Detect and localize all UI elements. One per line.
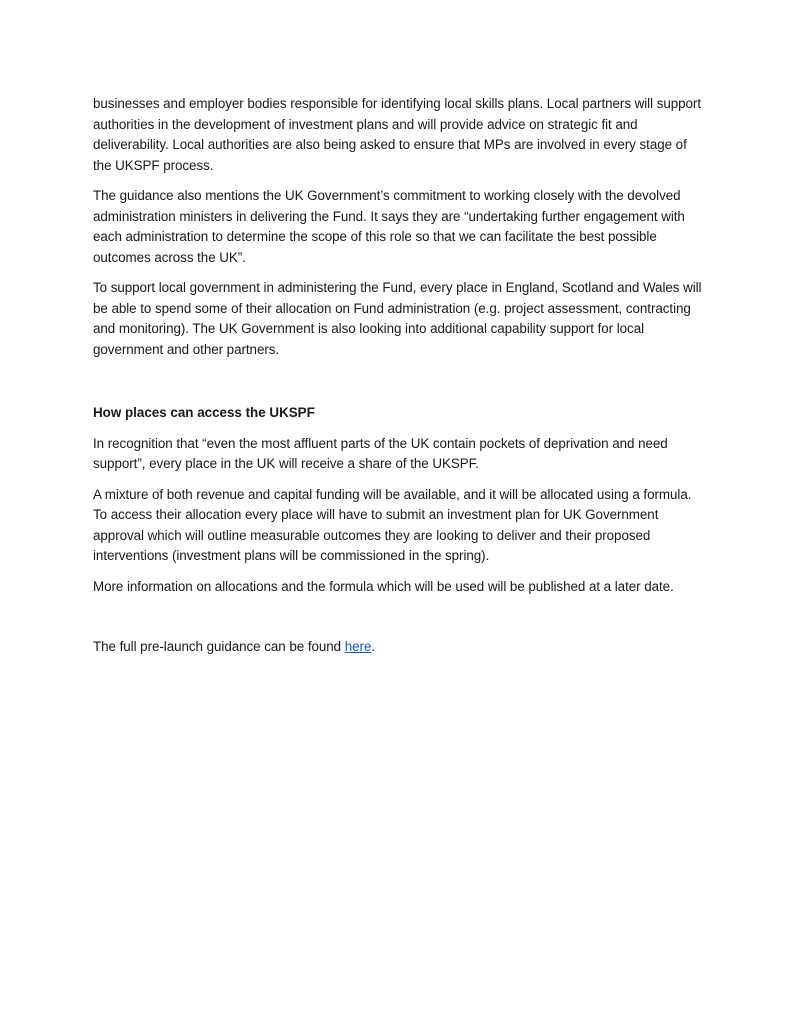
paragraph-more-information: More information on allocations and the formula which will be used will be published at a later date. — [93, 578, 674, 594]
paragraph-recognition: In recognition that “even the most affluent parts of the UK contain pockets of deprivation and need support”, every place in the UK will receive a share of the UKSPF. — [93, 435, 668, 471]
guidance-link-prefix: The full pre-launch guidance can be found — [93, 639, 345, 654]
guidance-link-line — [93, 637, 703, 658]
paragraph-fund-administration: To support local government in administering the Fund, every place in England, Scotland and Wales will be able to spend some of their allocation on Fund administration (e.g. project assessment, contracting and monitoring). The UK Government is also looking into additional capability support for local government and other partners. — [93, 280, 702, 357]
paragraph-devolved-administrations: The guidance also mentions the UK Government’s commitment to working closely with the devolved administration ministers in delivering the Fund. It says they are “undertaking further engagement with each administration to determine the scope of this role so that we can facilitate the best possible outcomes across the UK”. — [93, 188, 685, 265]
paragraph-funding-mixture: A mixture of both revenue and capital funding will be available, and it will be allocated using a formula. To access their allocation every place will have to submit an investment plan for UK Government approval which will outline measurable outcomes they are looking to deliver and their proposed interventions (investment plans will be commissioned in the spring). — [93, 486, 692, 563]
spacer — [93, 607, 703, 637]
guidance-here-link[interactable]: here — [344, 639, 372, 654]
section-heading: How places can access the UKSPF — [93, 405, 315, 420]
guidance-link-suffix: . — [371, 639, 376, 654]
paragraph-local-partners: businesses and employer bodies responsible for identifying local skills plans. Local partners will support authorities in the development of investment plans and will provide advice on strategic fit and deliverability. Local authorities are also being asked to ensure that MPs are involved in every stage of the UKSPF process. — [93, 96, 702, 173]
document-page — [93, 94, 703, 668]
spacer — [93, 370, 703, 403]
